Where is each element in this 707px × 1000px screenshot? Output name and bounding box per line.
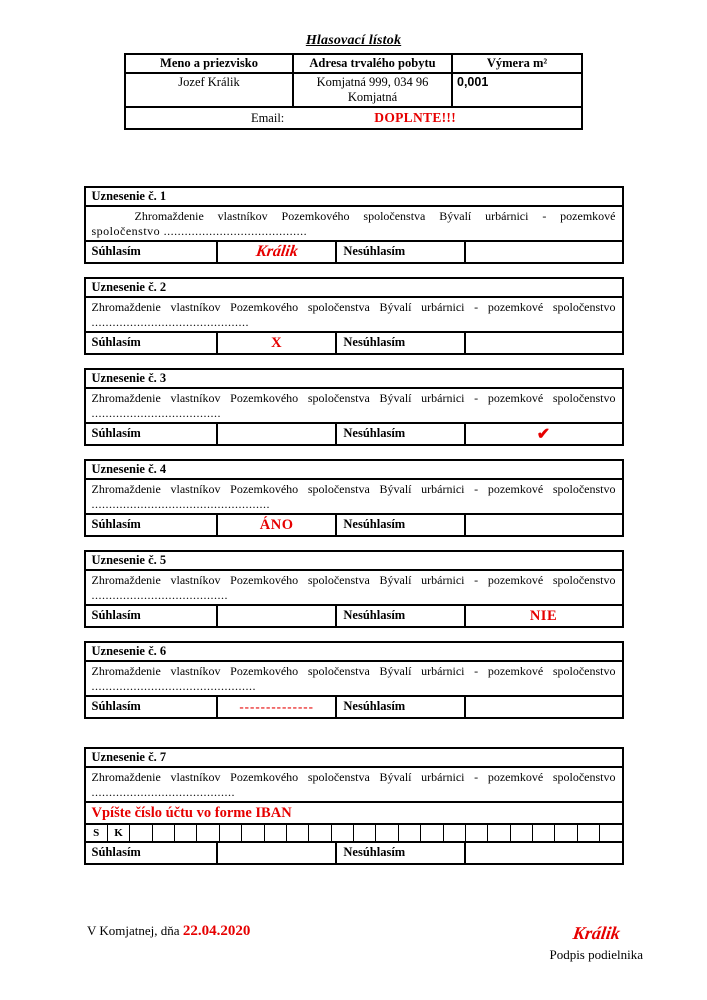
iban-instruction: Vpíšte číslo účtu vo forme IBAN [91,805,292,821]
disagree-mark-cell[interactable] [466,424,622,444]
vote-row [86,697,622,717]
vote-mark-x: X [271,334,283,351]
resolution-block-1 [84,186,624,264]
disagree-label: Nesúhlasím [337,697,465,717]
voter-info-table [124,53,583,130]
signature-script: Králik [571,923,622,943]
resolution-dotted-line: ............................................. [91,315,249,329]
iban-cell[interactable] [130,825,152,841]
email-value-placeholder[interactable]: DOPLNTE!!! [374,110,457,125]
resolution-body [86,389,622,424]
disagree-label: Nesúhlasím [337,242,465,262]
signature-caption: Podpis podielnika [549,947,643,962]
disagree-label: Nesúhlasím [337,333,465,353]
resolution-dotted-line: ..................................... [91,406,221,420]
resolution-heading: Uznesenie č. 1 [86,188,622,207]
disagree-label: Nesúhlasím [337,515,465,535]
email-row [125,107,582,129]
resolution-body [86,298,622,333]
agree-mark-cell[interactable] [218,697,338,717]
agree-mark-cell[interactable] [218,515,338,535]
agree-mark-cell[interactable] [218,333,338,353]
iban-cell[interactable] [220,825,242,841]
resolution-block-6 [84,641,624,719]
place-date-label: V Komjatnej, dňa [87,923,180,938]
vote-mark-checkmark: ✔ [536,426,551,443]
iban-cell[interactable]: S [86,825,108,841]
iban-cell[interactable] [175,825,197,841]
iban-cell[interactable] [153,825,175,841]
agree-mark-cell[interactable] [218,843,338,863]
resolution-text: Zhromaždenie vlastníkov Pozemkového spoločenstva Bývalí urbárnici - pozemkové spoločenstvo [91,573,616,587]
agree-mark-cell[interactable] [218,242,338,262]
resolution-text: Zhromaždenie vlastníkov Pozemkového spoločenstva Bývalí urbárnici - pozemkové spoločenstvo [91,391,616,405]
agree-label: Súhlasím [86,697,218,717]
iban-cell[interactable] [466,825,488,841]
vote-row [86,424,622,444]
resolution-block-5 [84,550,624,628]
iban-cell[interactable] [287,825,309,841]
resolution-block-2 [84,277,624,355]
iban-cell[interactable]: K [108,825,130,841]
disagree-mark-cell[interactable] [466,242,622,262]
resolution-heading: Uznesenie č. 4 [86,461,622,480]
iban-cell[interactable] [376,825,398,841]
iban-cell[interactable] [600,825,621,841]
iban-cell[interactable] [399,825,421,841]
vote-mark-ano: ÁNO [259,516,294,533]
vote-row [86,843,622,863]
vote-mark-dashes: -------------- [239,699,314,714]
voter-area-value: 0,001 [452,73,582,107]
vote-row [86,606,622,626]
agree-label: Súhlasím [86,515,218,535]
resolution-text: Zhromaždenie vlastníkov Pozemkového spoločenstva Bývalí urbárnici - pozemkové spoločenstvo [91,300,616,314]
vote-mark-nie: NIE [529,607,558,624]
resolution-heading: Uznesenie č. 6 [86,643,622,662]
agree-mark-cell[interactable] [218,424,338,444]
resolution-heading: Uznesenie č. 2 [86,279,622,298]
iban-cell[interactable] [444,825,466,841]
signature-block [549,923,643,963]
date-value: 22.04.2020 [182,923,251,939]
iban-cell[interactable] [197,825,219,841]
agree-label: Súhlasím [86,333,218,353]
resolution-heading: Uznesenie č. 5 [86,552,622,571]
voter-address-line2: Komjatná [347,90,398,104]
iban-row [86,823,622,843]
resolution-text: Zhromaždenie vlastníkov Pozemkového spoločenstva Bývalí urbárnici - pozemkové [134,209,616,223]
iban-cell[interactable] [511,825,533,841]
iban-cell[interactable] [578,825,600,841]
agree-label: Súhlasím [86,424,218,444]
voter-name: Jozef Králik [125,73,293,107]
resolution-heading: Uznesenie č. 7 [86,749,622,768]
resolution-body [86,571,622,606]
iban-cell[interactable] [421,825,443,841]
disagree-mark-cell[interactable] [466,606,622,626]
resolution-text: Zhromaždenie vlastníkov Pozemkového spoločenstva Bývalí urbárnici - pozemkové spoločenstvo [91,482,616,496]
resolution-dotted-line: ....................................... [91,588,228,602]
disagree-label: Nesúhlasím [337,424,465,444]
disagree-label: Nesúhlasím [337,606,465,626]
disagree-mark-cell[interactable] [466,515,622,535]
iban-cell[interactable] [242,825,264,841]
resolution-body [86,768,622,803]
disagree-label: Nesúhlasím [337,843,465,863]
agree-label: Súhlasím [86,242,218,262]
resolution-dotted-line: ......................................... [91,785,235,799]
resolutions-list [84,186,624,865]
disagree-mark-cell[interactable] [466,333,622,353]
iban-cell[interactable] [555,825,577,841]
resolution-text: Zhromaždenie vlastníkov Pozemkového spoločenstva Bývalí urbárnici - pozemkové spoločenstvo [91,664,616,678]
iban-cell[interactable] [354,825,376,841]
iban-cell[interactable] [533,825,555,841]
email-label: Email: [250,111,285,125]
iban-cell[interactable] [265,825,287,841]
vote-row [86,515,622,535]
voter-address [293,73,452,107]
agree-mark-cell[interactable] [218,606,338,626]
header-name: Meno a priezvisko [125,54,293,73]
voter-address-line1: Komjatná 999, 034 96 [316,75,429,89]
vote-row [86,333,622,353]
resolution-text: Zhromaždenie vlastníkov Pozemkového spoločenstva Bývalí urbárnici - pozemkové spoločenstvo [91,770,616,784]
iban-cell[interactable] [309,825,331,841]
iban-cell[interactable] [488,825,510,841]
disagree-mark-cell[interactable] [466,843,622,863]
resolution-block-4 [84,459,624,537]
iban-cell[interactable] [332,825,354,841]
resolution-body [86,207,622,242]
header-area: Výmera m² [452,54,582,73]
disagree-mark-cell[interactable] [466,697,622,717]
place-and-date [87,923,250,940]
agree-label: Súhlasím [86,606,218,626]
resolution-dotted-line: spoločenstvo ......................................... [91,224,308,238]
footer [0,923,707,963]
resolution-body [86,662,622,697]
resolution-body [86,480,622,515]
resolution-dotted-line: ................................................... [91,497,270,511]
resolution-block-7 [84,747,624,865]
vote-mark-signature: Králik [254,243,299,260]
resolution-block-3 [84,368,624,446]
agree-label: Súhlasím [86,843,218,863]
resolution-heading: Uznesenie č. 3 [86,370,622,389]
header-address: Adresa trvalého pobytu [293,54,452,73]
page-title: Hlasovací lístok [305,33,402,48]
resolution-dotted-line: ............................................... [91,679,256,693]
vote-row [86,242,622,262]
